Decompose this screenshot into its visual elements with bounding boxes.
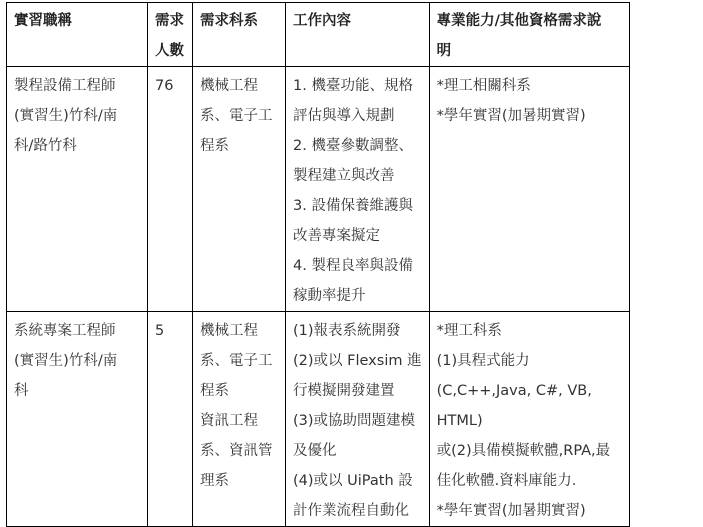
cell-work: (1)報表系統開發 (2)或以 Flexsim 進 行模擬開發建置 (3)或協助問題建模 及優化 (4)或以 UiPath 設 計作業流程自動化 (286, 312, 430, 527)
header-title: 實習職稱 (7, 3, 148, 67)
header-requirements: 專業能力/其他資格需求說 明 (429, 3, 629, 67)
cell-dept: 機械工程 系、電子工 程系 資訊工程 系、資訊管 理系 (193, 312, 286, 527)
cell-count: 76 (148, 67, 193, 312)
cell-dept: 機械工程 系、電子工 程系 (193, 67, 286, 312)
table-header-row (7, 3, 630, 67)
cell-requirements: *理工科系 (1)具程式能力 (C,C++,Java, C#, VB, HTML) 或(2)具備模擬軟體,RPA,最 佳化軟體.資料庫能力. *學年實習(加暑期實習) (429, 312, 629, 527)
cell-count: 5 (148, 312, 193, 527)
cell-work: 1. 機臺功能、規格 評估與導入規劃 2. 機臺參數調整、 製程建立與改善 3. 設備保養維護與 改善專案擬定 4. 製程良率與設備 稼動率提升 (286, 67, 430, 312)
cell-requirements: *理工相關科系 *學年實習(加暑期實習) (429, 67, 629, 312)
table-row (7, 67, 630, 312)
table-row (7, 312, 630, 527)
cell-title: 製程設備工程師 (實習生)竹科/南 科/路竹科 (7, 67, 148, 312)
header-work: 工作內容 (286, 3, 430, 67)
cell-title: 系統專案工程師 (實習生)竹科/南 科 (7, 312, 148, 527)
header-count: 需求 人數 (148, 3, 193, 67)
header-dept: 需求科系 (193, 3, 286, 67)
internship-table (6, 2, 630, 527)
